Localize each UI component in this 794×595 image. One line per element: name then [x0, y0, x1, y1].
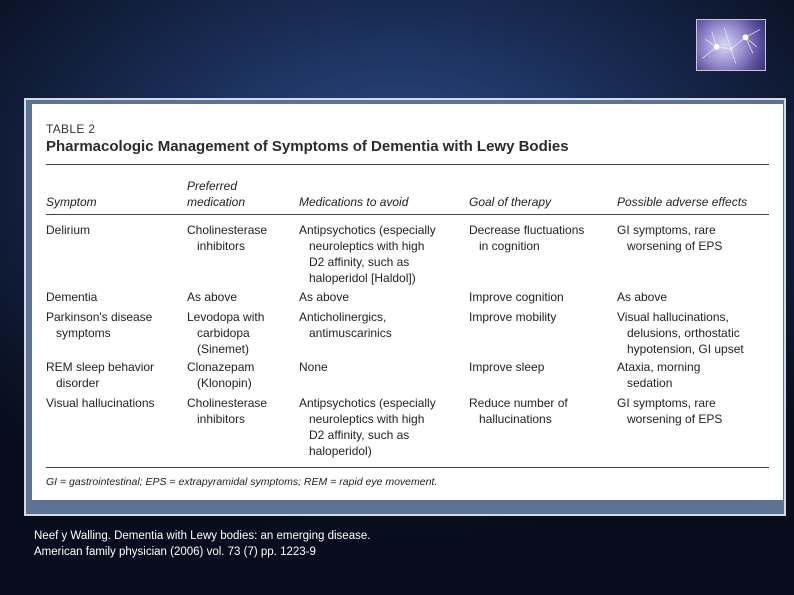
citation-line2: American family physician (2006) vol. 73 (7) pp. 1223-9: [34, 546, 316, 558]
neuron-logo-image: [696, 19, 766, 71]
header-rule: [46, 214, 769, 215]
row-hallucinations-avoid: Antipsychotics (especially neuroleptics with high D2 affinity, such as haloperidol): [299, 396, 436, 458]
header-symptom: Symptom: [46, 195, 97, 209]
row-hallucinations-symptom: Visual hallucinations: [46, 396, 155, 410]
row-dementia-preferred: As above: [187, 290, 238, 304]
header-avoid: Medications to avoid: [299, 195, 409, 209]
row-hallucinations-goal: Reduce number of hallucinations: [469, 396, 568, 426]
table-image: [32, 104, 783, 500]
row-rem-symptom: REM sleep behavior disorder: [46, 360, 155, 390]
row-rem-goal: Improve sleep: [469, 360, 545, 374]
row-rem-adverse: Ataxia, morning sedation: [617, 360, 701, 390]
row-dementia-avoid: As above: [299, 290, 350, 304]
row-dementia-adverse: As above: [617, 290, 668, 304]
row-delirium-adverse: GI symptoms, rare worsening of EPS: [617, 223, 723, 253]
row-delirium-preferred: Cholinesterase inhibitors: [187, 223, 268, 253]
row-rem-preferred: Clonazepam (Klonopin): [187, 360, 255, 390]
row-parkinsons-symptom: Parkinson's disease symptoms: [46, 310, 153, 340]
row-rem-avoid: None: [299, 360, 328, 374]
citation-line1: Neef y Walling. Dementia with Lewy bodies: an emerging disease.: [34, 530, 371, 542]
row-hallucinations-adverse: GI symptoms, rare worsening of EPS: [617, 396, 723, 426]
row-delirium-goal: Decrease fluctuations in cognition: [469, 223, 585, 253]
header-preferred-line2: medication: [187, 195, 246, 209]
footer-rule: [46, 467, 769, 468]
neuron-icon: [697, 20, 765, 70]
citation: [34, 528, 370, 560]
row-dementia-goal: Improve cognition: [469, 290, 564, 304]
row-parkinsons-adverse: Visual hallucinations, delusions, orthostatic hypotension, GI upset: [617, 310, 744, 356]
header-preferred-line1: Preferred: [187, 179, 238, 193]
header-goal: Goal of therapy: [469, 195, 552, 209]
row-dementia-symptom: Dementia: [46, 290, 98, 304]
title-rule: [46, 164, 769, 165]
row-hallucinations-preferred: Cholinesterase inhibitors: [187, 396, 268, 426]
table-title: Pharmacologic Management of Symptoms of Dementia with Lewy Bodies: [46, 138, 569, 155]
row-delirium-symptom: Delirium: [46, 223, 91, 237]
row-parkinsons-avoid: Anticholinergics, antimuscarinics: [299, 310, 392, 340]
table-label: TABLE 2: [46, 122, 96, 136]
row-parkinsons-preferred: Levodopa with carbidopa (Sinemet): [187, 310, 265, 356]
row-parkinsons-goal: Improve mobility: [469, 310, 557, 324]
header-adverse: Possible adverse effects: [617, 195, 748, 209]
table-footnote: GI = gastrointestinal; EPS = extrapyramidal symptoms; REM = rapid eye movement.: [46, 476, 438, 488]
row-delirium-avoid: Antipsychotics (especially neuroleptics with high D2 affinity, such as haloperidol [Haldol]): [299, 223, 436, 285]
